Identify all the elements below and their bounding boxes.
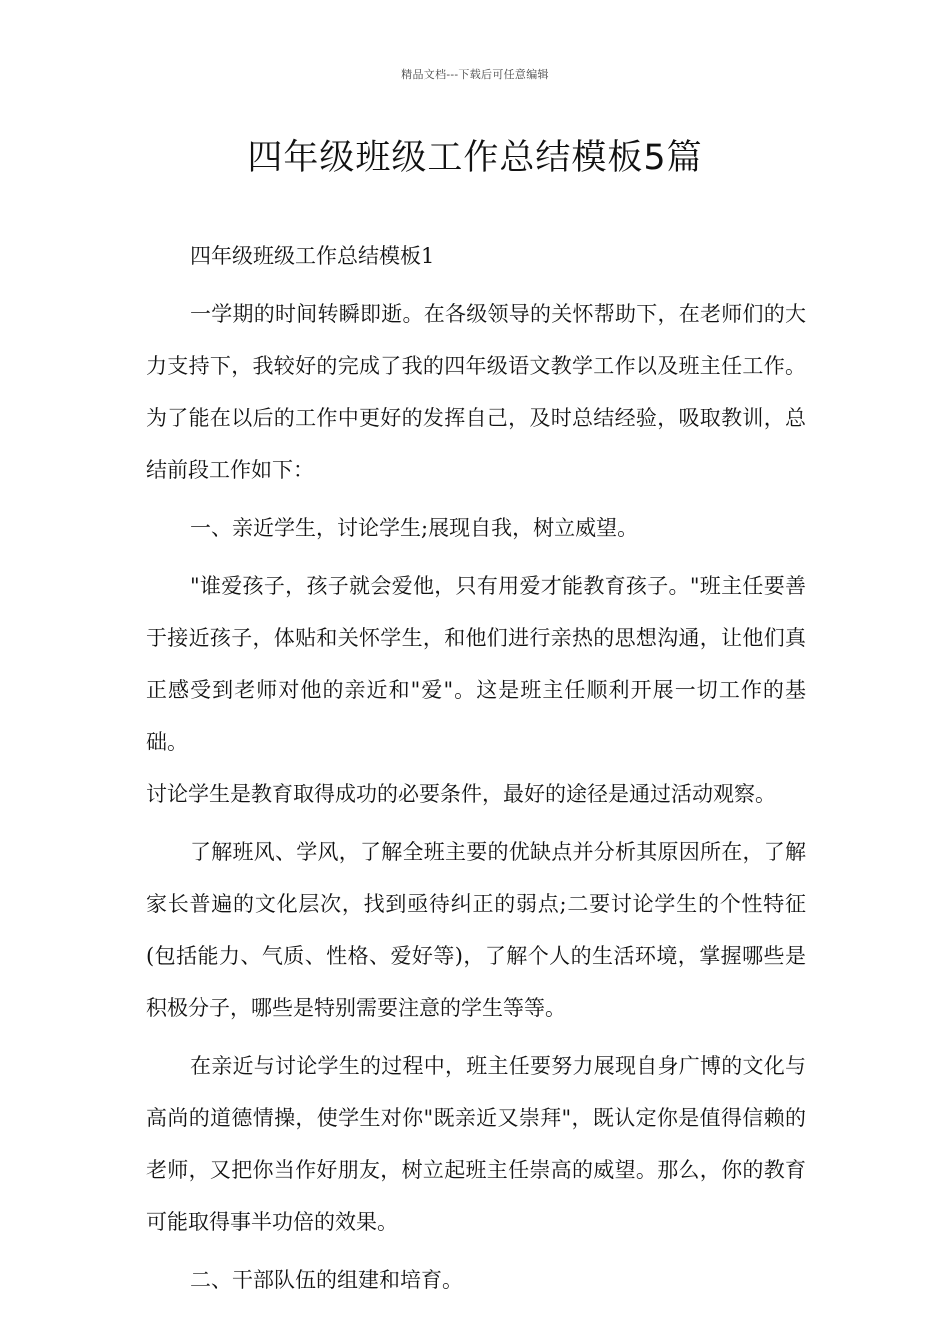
- page-header-watermark: 精品文档---下载后可任意编辑: [401, 68, 549, 81]
- body-paragraph: 一学期的时间转瞬即逝。在各级领导的关怀帮助下，在老师们的大力支持下，我较好的完成了我的四年级语文教学工作以及班主任工作。为了能在以后的工作中更好的发挥自己，及时总结经验，吸取教训，总结前段工作如下：: [146, 302, 806, 482]
- body-paragraph: 讨论学生是教育取得成功的必要条件，最好的途径是通过活动观察。: [146, 782, 776, 806]
- body-paragraph: 在亲近与讨论学生的过程中，班主任要努力展现自身广博的文化与高尚的道德情操，使学生对你"既亲近又崇拜"，既认定你是值得信赖的老师，又把你当作好朋友，树立起班主任崇高的威望。那么，你的教育可能取得事半功倍的效果。: [146, 1054, 806, 1234]
- section-subheading: 二、干部队伍的组建和培育。: [190, 1268, 463, 1292]
- body-paragraph: "谁爱孩子，孩子就会爱他，只有用爱才能教育孩子。"班主任要善于接近孩子，体贴和关怀学生，和他们进行亲热的思想沟通，让他们真正感受到老师对他的亲近和"爱"。这是班主任顺利开展一切工作的基础。: [146, 574, 806, 754]
- body-paragraph: 了解班风、学风，了解全班主要的优缺点并分析其原因所在，了解家长普遍的文化层次，找到亟待纠正的弱点;二要讨论学生的个性特征(包括能力、气质、性格、爱好等)，了解个人的生活环境，掌握哪些是积极分子，哪些是特别需要注意的学生等等。: [146, 840, 806, 1020]
- section-subheading: 一、亲近学生，讨论学生;展现自我，树立威望。: [190, 516, 639, 540]
- document-title: 四年级班级工作总结模板5篇: [247, 138, 703, 178]
- section-heading: 四年级班级工作总结模板1: [190, 244, 435, 268]
- document-body: [146, 230, 806, 1306]
